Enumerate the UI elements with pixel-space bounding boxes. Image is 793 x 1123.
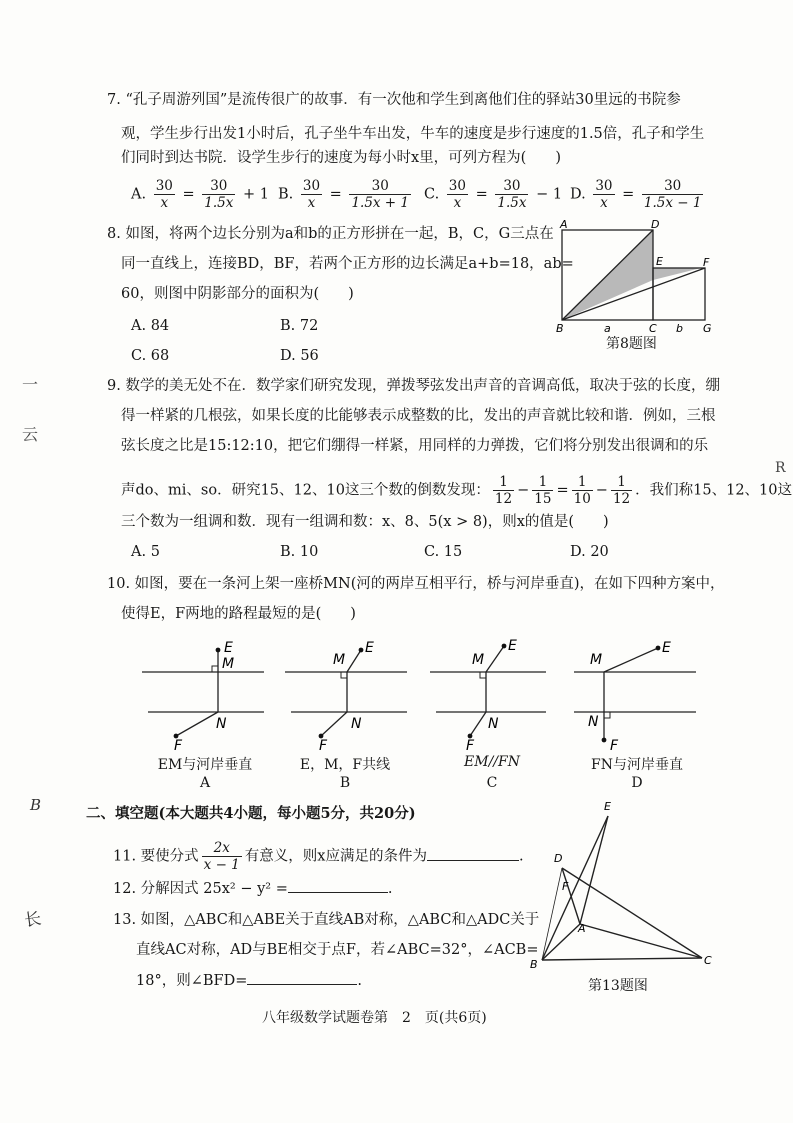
shaded-region — [562, 230, 701, 320]
svg-text:N: N — [588, 714, 599, 730]
svg-text:M: M — [333, 652, 346, 668]
svg-text:E: E — [508, 638, 517, 654]
svg-text:C: C — [704, 954, 712, 967]
page-footer: 八年级数学试题卷第 2 页(共6页) — [262, 1010, 487, 1026]
q12-answer-blank[interactable] — [288, 878, 388, 893]
q13-text: 13. 如图，△ABC和△ABE关于直线AB对称，△ABC和△ADC关于 — [113, 912, 540, 928]
q10-figure-a — [140, 636, 270, 752]
svg-text:F: F — [466, 738, 475, 752]
q10-figure-c — [428, 636, 558, 752]
label-d: D — [651, 218, 660, 231]
q10-figure-b — [283, 636, 413, 752]
label-side-b: b — [676, 322, 683, 335]
q10-caption-c: EM//FN — [464, 754, 520, 770]
q13-text: 18°，则∠BFD= . — [136, 970, 362, 991]
q9-option-d: D. 20 — [570, 544, 609, 560]
q10-letter-a: A — [199, 775, 211, 791]
q9-text: 声do、mi、so．研究15、12、10这三个数的倒数发现： $\frac{1}{12}$ − $\frac{1}{15}$ = $\frac{1}{10}$ − $\frac{1}{12}$ ．我们称15、12、10这 — [121, 474, 792, 507]
q7-text: 观，学生步行出发1小时后，孔子坐牛车出发，牛车的速度是步行速度的1.5倍，孔子和学生 — [121, 126, 705, 142]
q9-text: 9. 数学的美无处不在．数学家们研究发现，弹拨琴弦发出声音的音调高低，取决于弦的长度，绷 — [107, 378, 720, 394]
svg-text:N: N — [488, 716, 499, 732]
q11-answer-blank[interactable] — [427, 846, 519, 861]
q13-figure — [522, 798, 722, 970]
q8-text: 同一直线上，连接BD，BF，若两个正方形的边长满足a+b=18，ab= — [121, 256, 574, 272]
margin-mark: 云 — [22, 425, 39, 444]
q9-option-c: C. 15 — [424, 544, 463, 560]
label-a: A — [560, 218, 568, 231]
svg-text:B: B — [530, 958, 538, 970]
svg-text:E: E — [662, 640, 671, 656]
svg-text:F: F — [562, 880, 569, 893]
q10-letter-b: B — [339, 775, 351, 791]
q8-text: 8. 如图，将两个边长分别为a和b的正方形拼在一起，B，C，G三点在 — [107, 226, 554, 242]
q7-text: 们同时到达书院．设学生步行的速度为每小时x里，可列方程为( ) — [121, 150, 561, 166]
q8-figure-caption: 第8题图 — [606, 336, 657, 352]
svg-text:F: F — [610, 738, 619, 752]
q8-option-b: B. 72 — [280, 318, 319, 334]
q9-option-a: A. 5 — [131, 544, 160, 560]
q12-text: 12. 分解因式 25x² − y² = . — [113, 878, 392, 899]
q13-figure-caption: 第13题图 — [588, 978, 648, 994]
q10-letter-d: D — [631, 775, 643, 791]
q13-answer-blank[interactable] — [247, 970, 357, 985]
q7-option-c: C. $\frac{30}{x}$ = $\frac{30}{1.5x}$ − 1 — [424, 178, 563, 211]
q13-text: 直线AC对称，AD与BE相交于点F，若∠ABC=32°，∠ACB= — [136, 942, 539, 958]
svg-text:A: A — [578, 922, 586, 935]
q10-figure-d — [572, 636, 702, 752]
svg-text:E: E — [604, 800, 611, 813]
q11-text: 11. 要使分式 $\frac{2x}{x - 1}$ 有意义，则x应满足的条件为 . — [113, 840, 524, 873]
q7-text: 7. “孔子周游列国”是流传很广的故事．有一次他和学生到离他们住的驿站30里远的书院参 — [107, 92, 681, 108]
q9-text: 三个数为一组调和数．现有一组调和数：x、8、5(x > 8)，则x的值是( ) — [121, 514, 609, 530]
svg-text:M: M — [222, 656, 235, 672]
svg-text:M: M — [472, 652, 485, 668]
q10-text: 使得E，F两地的路程最短的是( ) — [121, 606, 356, 622]
q7-option-a: A. $\frac{30}{x}$ = $\frac{30}{1.5x}$ + 1 — [131, 178, 269, 211]
svg-text:F: F — [319, 738, 328, 752]
q9-text: 得一样紧的几根弦，如果长度的比能够表示成整数的比，发出的声音就比较和谐．例如，三根 — [121, 408, 716, 424]
svg-text:D: D — [554, 852, 563, 865]
label-b: B — [556, 322, 564, 335]
label-c: C — [649, 322, 657, 335]
svg-text:N: N — [216, 716, 227, 732]
q10-caption-a: EM与河岸垂直 — [157, 757, 253, 773]
q10-text: 10. 如图，要在一条河上架一座桥MN(河的两岸互相平行，桥与河岸垂直)，在如下四种方案中， — [107, 576, 725, 592]
q7-option-b: B. $\frac{30}{x}$ = $\frac{30}{1.5x + 1}$ — [278, 178, 410, 211]
label-side-a: a — [604, 322, 611, 335]
margin-mark: R — [775, 460, 786, 476]
q8-text: 60，则图中阴影部分的面积为( ) — [121, 286, 354, 302]
q9-option-b: B. 10 — [280, 544, 319, 560]
q8-option-d: D. 56 — [280, 348, 319, 364]
q7-option-d: D. $\frac{30}{x}$ = $\frac{30}{1.5x - 1}$ — [570, 178, 702, 211]
label-e: E — [656, 255, 663, 268]
q10-letter-c: C — [486, 775, 498, 791]
q8-option-a: A. 84 — [131, 318, 170, 334]
q8-option-c: C. 68 — [131, 348, 170, 364]
label-g: G — [703, 322, 712, 335]
svg-text:M: M — [590, 652, 603, 668]
svg-text:E: E — [365, 640, 374, 656]
svg-text:N: N — [351, 716, 362, 732]
q9-text: 弦长度之比是15:12:10，把它们绷得一样紧，用同样的力弹拨，它们将分别发出很调和的乐 — [121, 438, 709, 454]
section-title: 二、填空题(本大题共4小题，每小题5分，共20分) — [86, 805, 416, 822]
q10-caption-b: E，M，F共线 — [299, 757, 391, 773]
q10-caption-d: FN与河岸垂直 — [591, 757, 683, 773]
svg-text:E: E — [224, 640, 233, 656]
margin-mark: 一 — [22, 375, 39, 394]
q8-figure — [550, 218, 725, 336]
margin-mark: B — [30, 796, 42, 814]
label-f: F — [703, 256, 710, 269]
margin-mark: 长 — [23, 908, 43, 932]
svg-text:F: F — [174, 738, 183, 752]
